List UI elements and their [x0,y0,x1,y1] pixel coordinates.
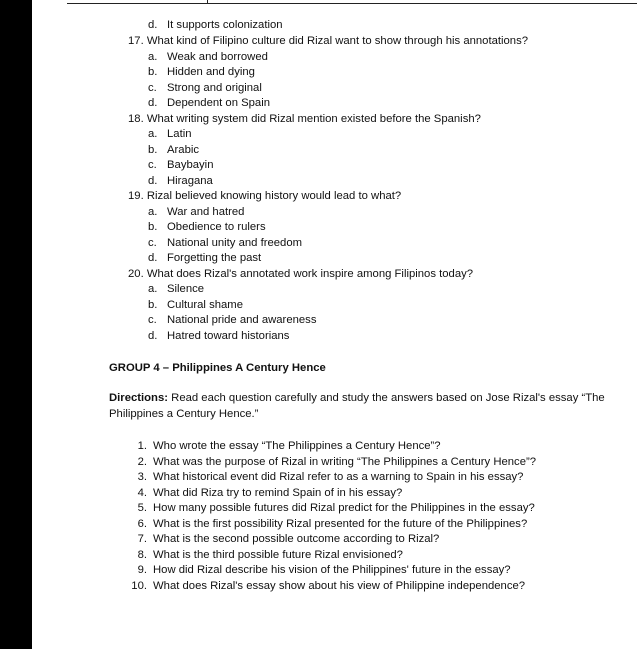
option-line: d. It supports colonization [148,19,283,31]
option-line: d. Forgetting the past [148,252,262,264]
option-line: c. National unity and freedom [148,236,303,249]
option-line: d. Hiragana [148,174,213,187]
list-item: 6. What is the first possibility Rizal presented for the future of the Philippines? [137,517,528,530]
option-line: c. Strong and original [148,81,262,94]
top-rule [67,3,637,4]
option-line: a. War and hatred [148,205,245,218]
list-item: 4. What did Riza try to remind Spain of in his essay? [137,486,403,499]
option-line: c. National pride and awareness [148,314,317,326]
option-line: c. Baybayin [148,159,214,171]
directions-text: Read each question carefully and study the answers based on Jose Rizal's essay “The Philippines a Century Hence.” [109,392,605,420]
question-17: 17. What kind of Filipino culture did Rizal want to show through his annotations? [128,35,529,47]
list-item: 7. What is the second possible outcome according to Rizal? [137,533,440,545]
document-page [32,0,637,649]
section-heading: GROUP 4 – Philippines A Century Hence [109,362,326,374]
list-item: 8. What is the third possible future Rizal envisioned? [137,548,403,561]
list-item: 5. How many possible futures did Rizal predict for the Philippines in the essay? [137,502,535,514]
question-19: 19. Rizal believed knowing history would lead to what? [128,190,402,202]
question-18: 18. What writing system did Rizal mention existed before the Spanish? [128,112,481,125]
option-line: b. Obedience to rulers [148,221,266,233]
option-line: d. Hatred toward historians [148,329,290,342]
option-line: a. Silence [148,283,205,295]
option-line: b. Arabic [148,143,200,156]
option-line: b. Hidden and dying [148,66,255,78]
list-item: 1. Who wrote the essay “The Philippines a Century Hence”? [137,440,441,452]
option-line: d. Dependent on Spain [148,97,271,109]
list-item: 3. What historical event did Rizal refer to as a warning to Spain in his essay? [137,471,524,483]
list-item: 2. What was the purpose of Rizal in writing “The Philippines a Century Hence”? [137,455,537,468]
option-line: a. Weak and borrowed [148,50,268,63]
top-rule-tick [207,0,208,4]
directions-paragraph [109,391,614,422]
list-item: 9. How did Rizal describe his vision of the Philippines' future in the essay? [137,564,511,576]
list-item: 10. What does Rizal's essay show about his view of Philippine independence? [131,579,526,592]
option-line: b. Cultural shame [148,298,243,311]
option-line: a. Latin [148,128,192,140]
question-20: 20. What does Rizal's annotated work inspire among Filipinos today? [128,267,474,280]
directions-label: Directions: [109,392,169,404]
